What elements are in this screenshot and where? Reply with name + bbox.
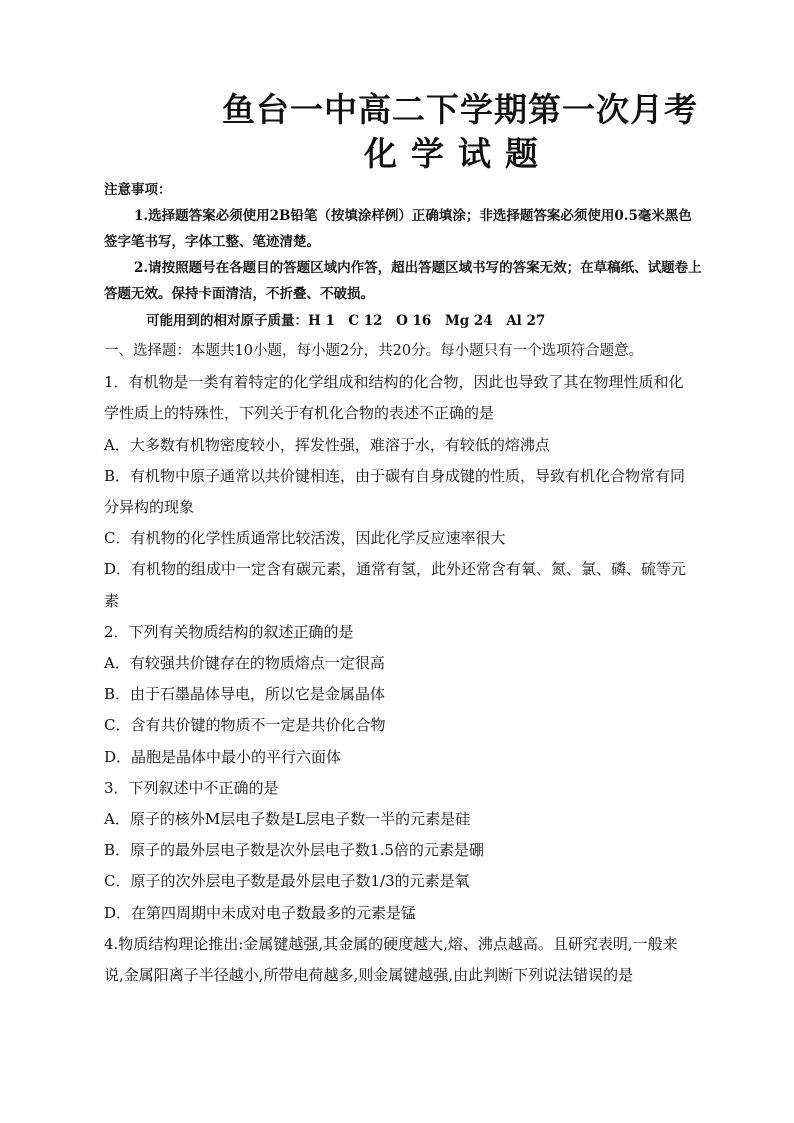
question-option: C．原子的次外层电子数是最外层电子数1/3的元素是氧 (104, 872, 470, 891)
question-option: B．由于石墨晶体导电，所以它是金属晶体 (104, 685, 386, 704)
atomic-masses: 可能用到的相对原子质量：H 1 C 12 O 16 Mg 24 Al 27 (146, 313, 546, 329)
question-stem: 3．下列叙述中不正确的是 (104, 778, 279, 797)
question-option: B．原子的最外层电子数是次外层电子数1.5倍的元素是硼 (104, 841, 484, 860)
question-option: A．有较强共价键存在的物质熔点一定很高 (104, 654, 385, 673)
question-stem: 4.物质结构理论推出:金属键越强,其金属的硬度越大,熔、沸点越高。且研究表明,一般来说,金属阳离子半径越小,所带电荷越多,则金属键越强,由此判断下列说法错误的是 (104, 934, 678, 985)
section-heading: 一、选择题：本题共10小题，每小题2分，共20分。每小题只有一个选项符合题意。 (104, 343, 644, 359)
question-option: A．原子的核外M层电子数是L层电子数一半的元素是硅 (104, 810, 471, 829)
question-option: B．有机物中原子通常以共价键相连，由于碳有自身成键的性质，导致有机化合物常有同分异构的现象 (104, 466, 686, 517)
question-stem: 1．有机物是一类有着特定的化学组成和结构的化合物，因此也导致了其在物理性质和化学性质上的特殊性，下列关于有机化合物的表述不正确的是 (104, 373, 684, 423)
question-option: D．在第四周期中未成对电子数最多的元素是锰 (104, 903, 417, 922)
question-body (104, 336, 694, 991)
notice-item-1: 1.选择题答案必须使用2B铅笔（按填涂样例）正确填涂；非选择题答案必须使用0.5毫米黑色签字笔书写，字体工整、笔迹清楚。 (104, 208, 692, 250)
question-option: C．含有共价键的物质不一定是共价化合物 (104, 716, 386, 735)
notice-item-2: 2.请按照题号在各题目的答题区域内作答，超出答题区域书写的答案无效；在草稿纸、试题卷上答题无效。保持卡面清洁，不折叠、不破损。 (104, 260, 702, 302)
subject-title: 化学试题 (364, 134, 552, 173)
exam-title: 鱼台一中高二下学期第一次月考 (222, 90, 698, 129)
question-option: C．有机物的化学性质通常比较活泼，因此化学反应速率很大 (104, 529, 506, 548)
question-option: A．大多数有机物密度较小，挥发性强，难溶于水，有较低的熔沸点 (104, 435, 550, 454)
question-stem: 2．下列有关物质结构的叙述正确的是 (104, 622, 354, 641)
notice-heading: 注意事项： (104, 182, 172, 198)
question-option: D．有机物的组成中一定含有碳元素，通常有氢，此外还常含有氧、氮、氯、磷、硫等元素 (104, 560, 687, 610)
question-option: D．晶胞是晶体中最小的平行六面体 (104, 747, 342, 766)
